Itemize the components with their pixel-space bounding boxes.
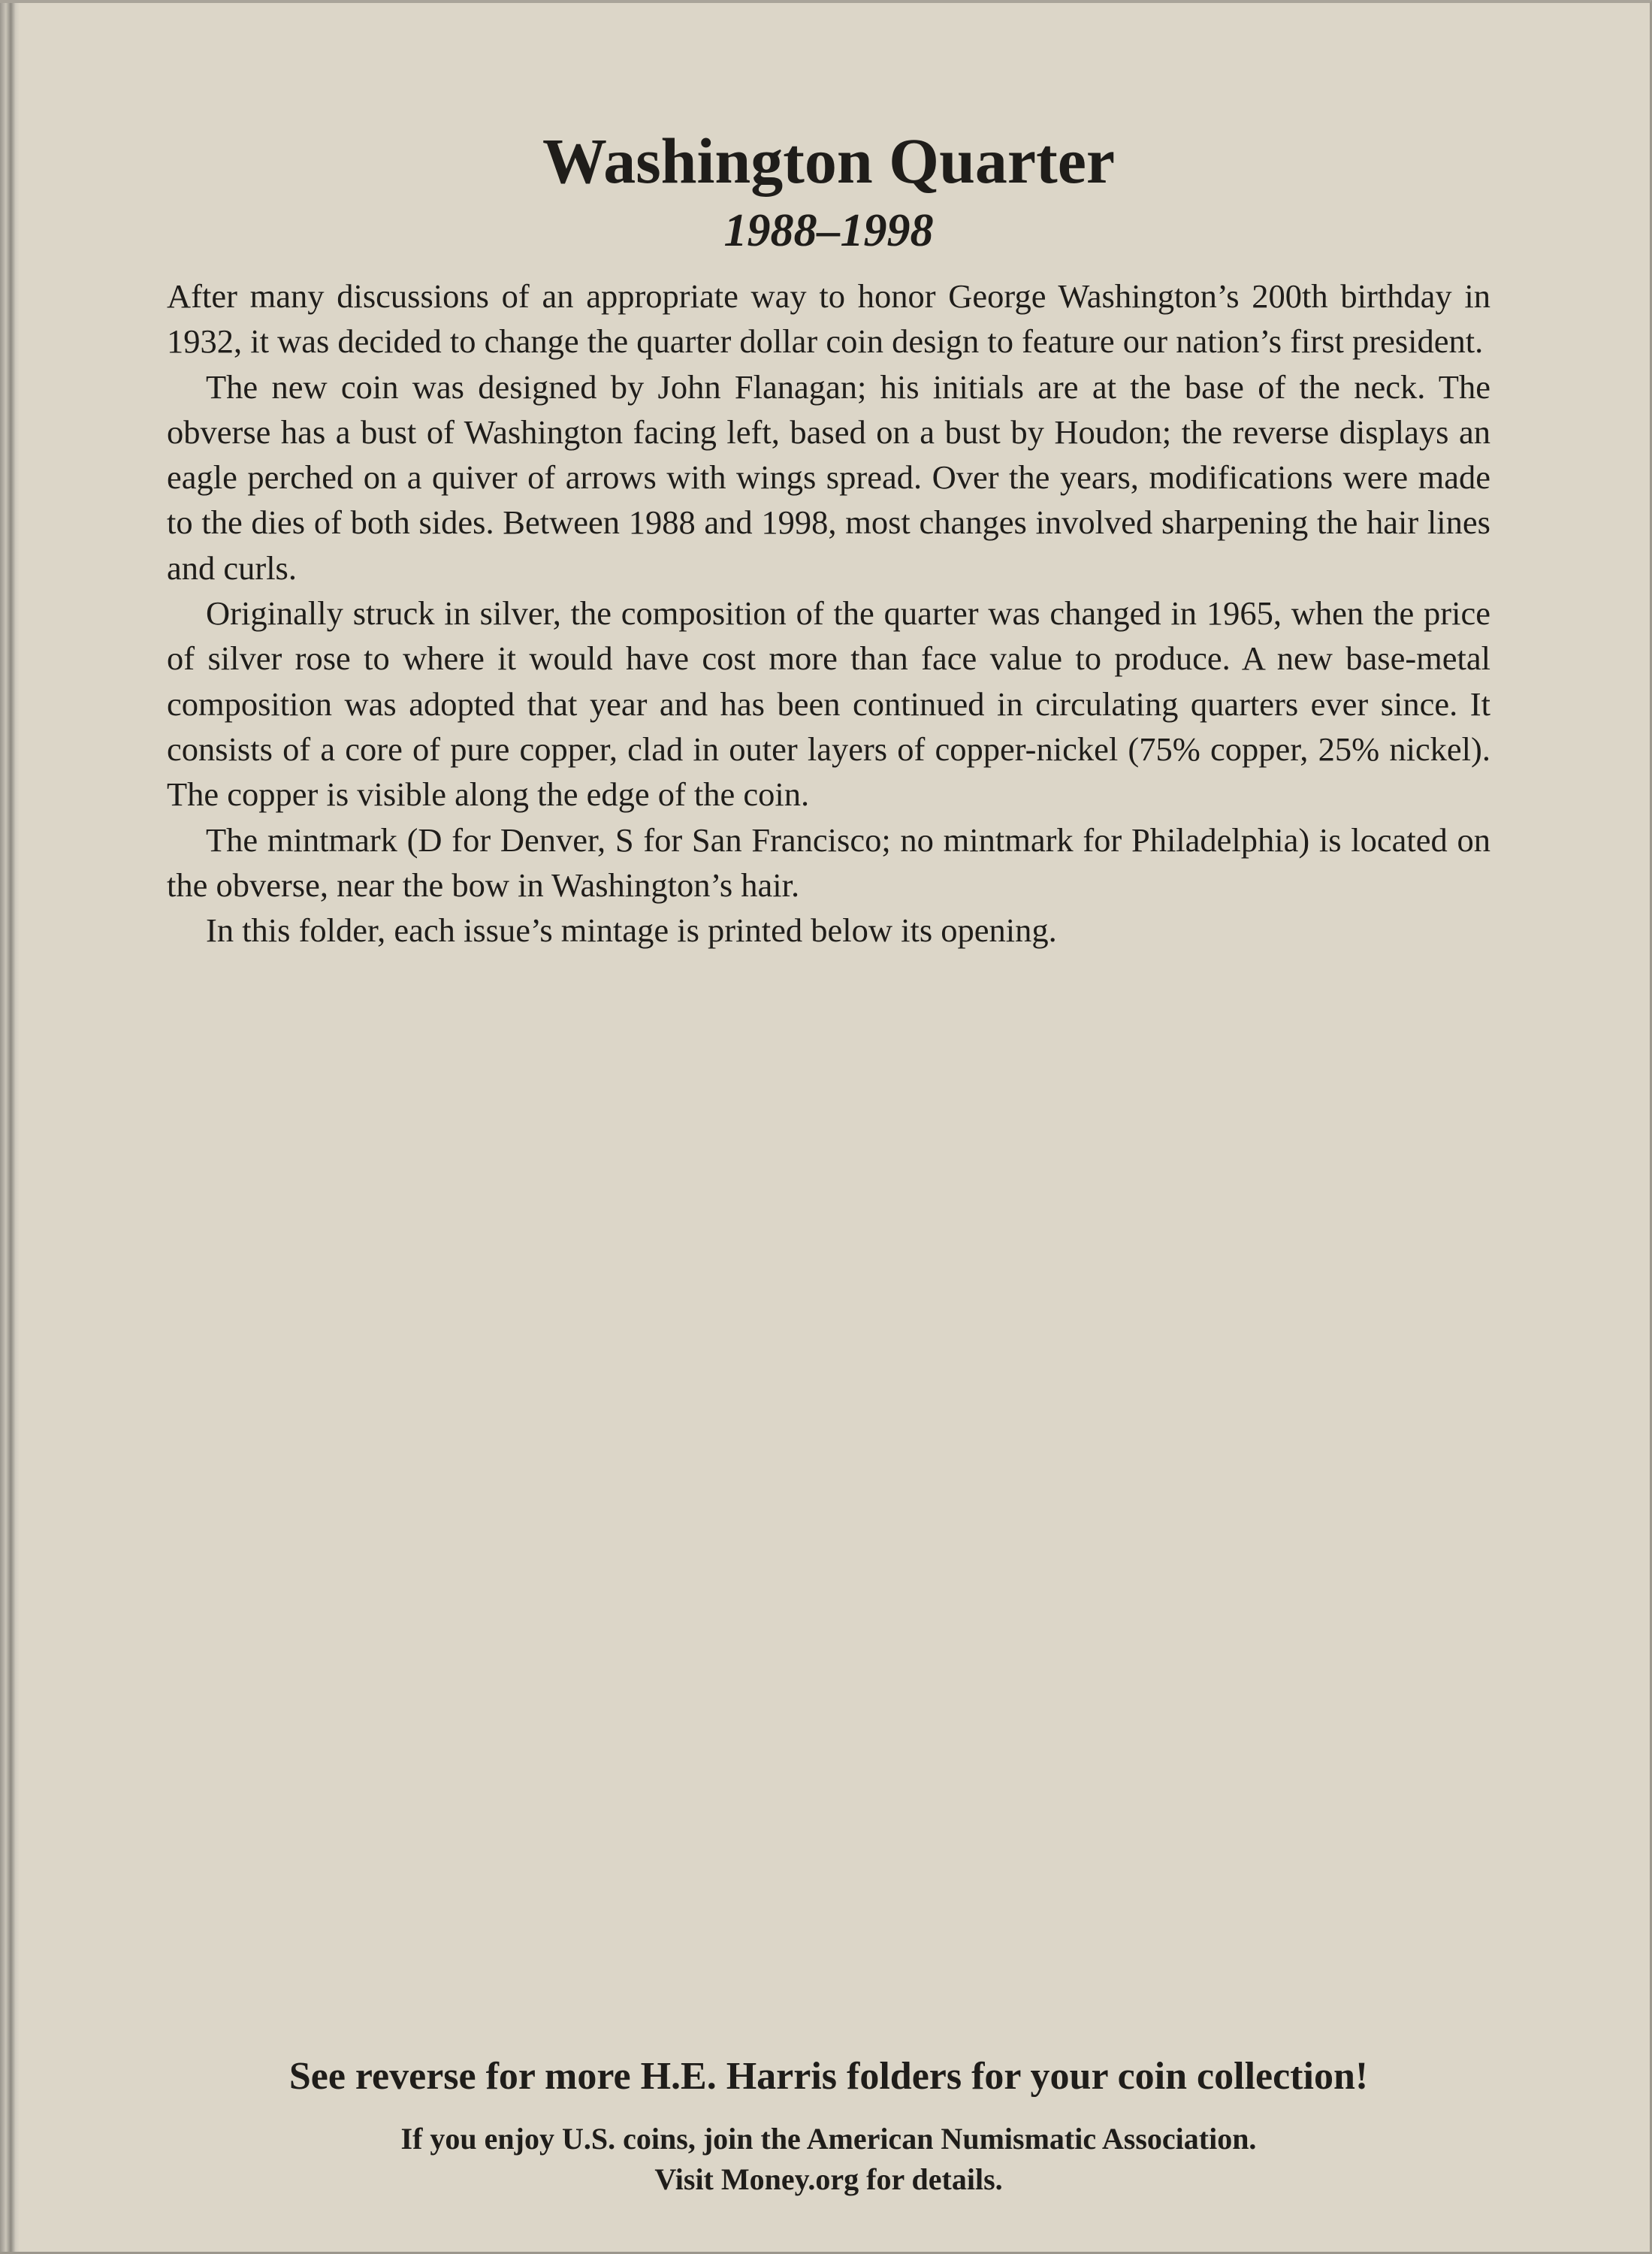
paragraph-mintage-note: In this folder, each issue’s mintage is printed below its opening. [206,911,1057,950]
visit-line: Visit Money.org for details. [654,2162,1003,2196]
ana-line: If you enjoy U.S. coins, join the American Numismatic Association. [400,2122,1257,2156]
folder-spine-edge [0,3,20,2254]
page-title: Washington Quarter [542,125,1116,197]
paragraph-composition: Originally struck in silver, the composition of the quarter was changed in 1965, when the price of silver rose to where it would have cost more than face value to produce. A new base-metal composition was adopted that year and has been continued in circulating quarters ever since. It consists of a core of pure copper, clad in outer layers of copper-nickel (75% copper, 25% nickel). The copper is visible along the edge of the coin. [167,594,1490,814]
description-text [167,273,1490,953]
paragraph-intro: After many discussions of an appropriate way to honor George Washington’s 200th birthday in 1932, it was decided to change the quarter dollar coin design to feature our nation’s first president. [167,277,1490,361]
paragraph-design: The new coin was designed by John Flanagan; his initials are at the base of the neck. The obverse has a bust of Washington facing left, based on a bust by Houdon; the reverse displays an eagle perched on a quiver of arrows with wings spread. Over the years, modifications were made to the dies of both sides. Between 1988 and 1998, most changes involved sharpening the hair lines and curls. [167,367,1490,587]
association-note [167,2119,1490,2200]
paragraph-mintmark: The mintmark (D for Denver, S for San Francisco; no mintmark for Philadelphia) is located on the obverse, near the bow in Washington’s hair. [167,820,1490,904]
date-range: 1988–1998 [723,205,934,256]
promo-line: See reverse for more H.E. Harris folders for your coin collection! [288,2055,1369,2098]
